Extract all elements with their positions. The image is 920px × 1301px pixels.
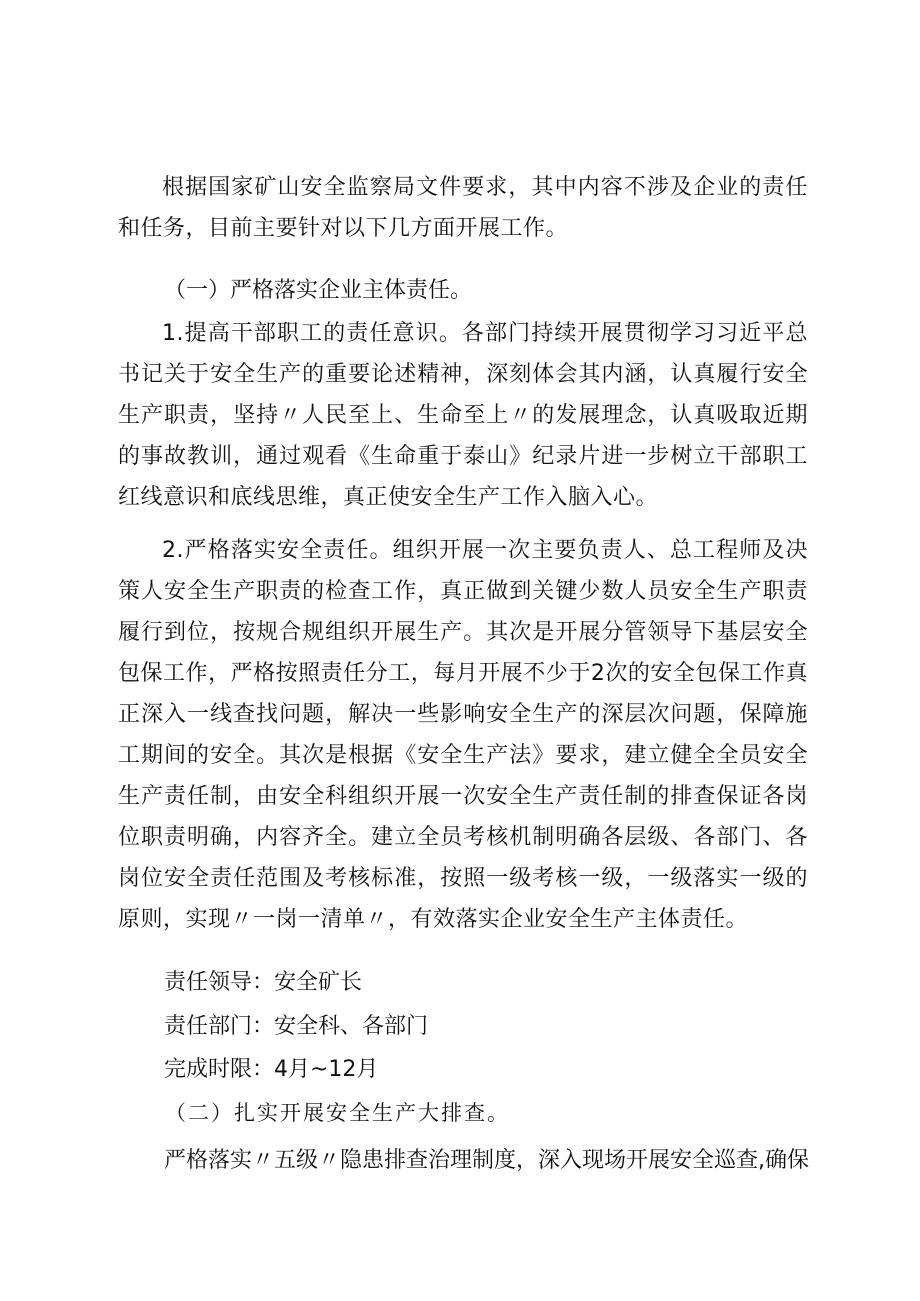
item1-paragraph: 1.提高干部职工的责任意识。各部门持续开展贯彻学习习近平总书记关于安全生产的重要论述精神，深刻体会其内涵，认真履行安全生产职责，坚持〃人民至上、生命至上〃的发展理念，认真吸取近期的事故教训，通过观看《生命重于泰山》纪录片进一步树立干部职工红线意识和底线思维，真正使安全生产工作入脑入心。 (118, 321, 808, 510)
section2-heading: （二）扎实开展安全生产大排查。 (165, 1101, 510, 1125)
responsible-leader: 责任领导：安全矿长 (164, 970, 363, 995)
completion-deadline: 完成时限：4月~12月 (164, 1057, 379, 1082)
section1-heading: （一）严格落实企业主体责任。 (164, 278, 473, 303)
section2-body: 严格落实〃五级〃隐患排查治理制度，深入现场开展安全巡查,确保 (164, 1148, 809, 1173)
item2-paragraph: 2.严格落实安全责任。组织开展一次主要负责人、总工程师及决策人安全生产职责的检查工作，真正做到关键少数人员安全生产职责履行到位，按规合规组织开展生产。其次是开展分管领导下基层安全包保工作，严格按照责任分工，每月开展不少于2次的安全包保工作真正深入一线查找问题，解决一些影响安全生产的深层次问题，保障施工期间的安全。其次是根据《安全生产法》要求，建立健全全员安全生产责任制，由安全科组织开展一次安全生产责任制的排查保证各岗位职责明确，内容齐全。建立全员考核机制明确各层级、各部门、各岗位安全责任范围及考核标准，按照一级考核一级，一级落实一级的原则，实现〃一岗一清单〃，有效落实企业安全生产主体责任。 (118, 538, 808, 932)
responsible-department: 责任部门：安全科、各部门 (164, 1014, 429, 1039)
intro-paragraph: 根据国家矿山安全监察局文件要求，其中内容不涉及企业的责任和任务，目前主要针对以下几方面开展工作。 (118, 175, 808, 241)
